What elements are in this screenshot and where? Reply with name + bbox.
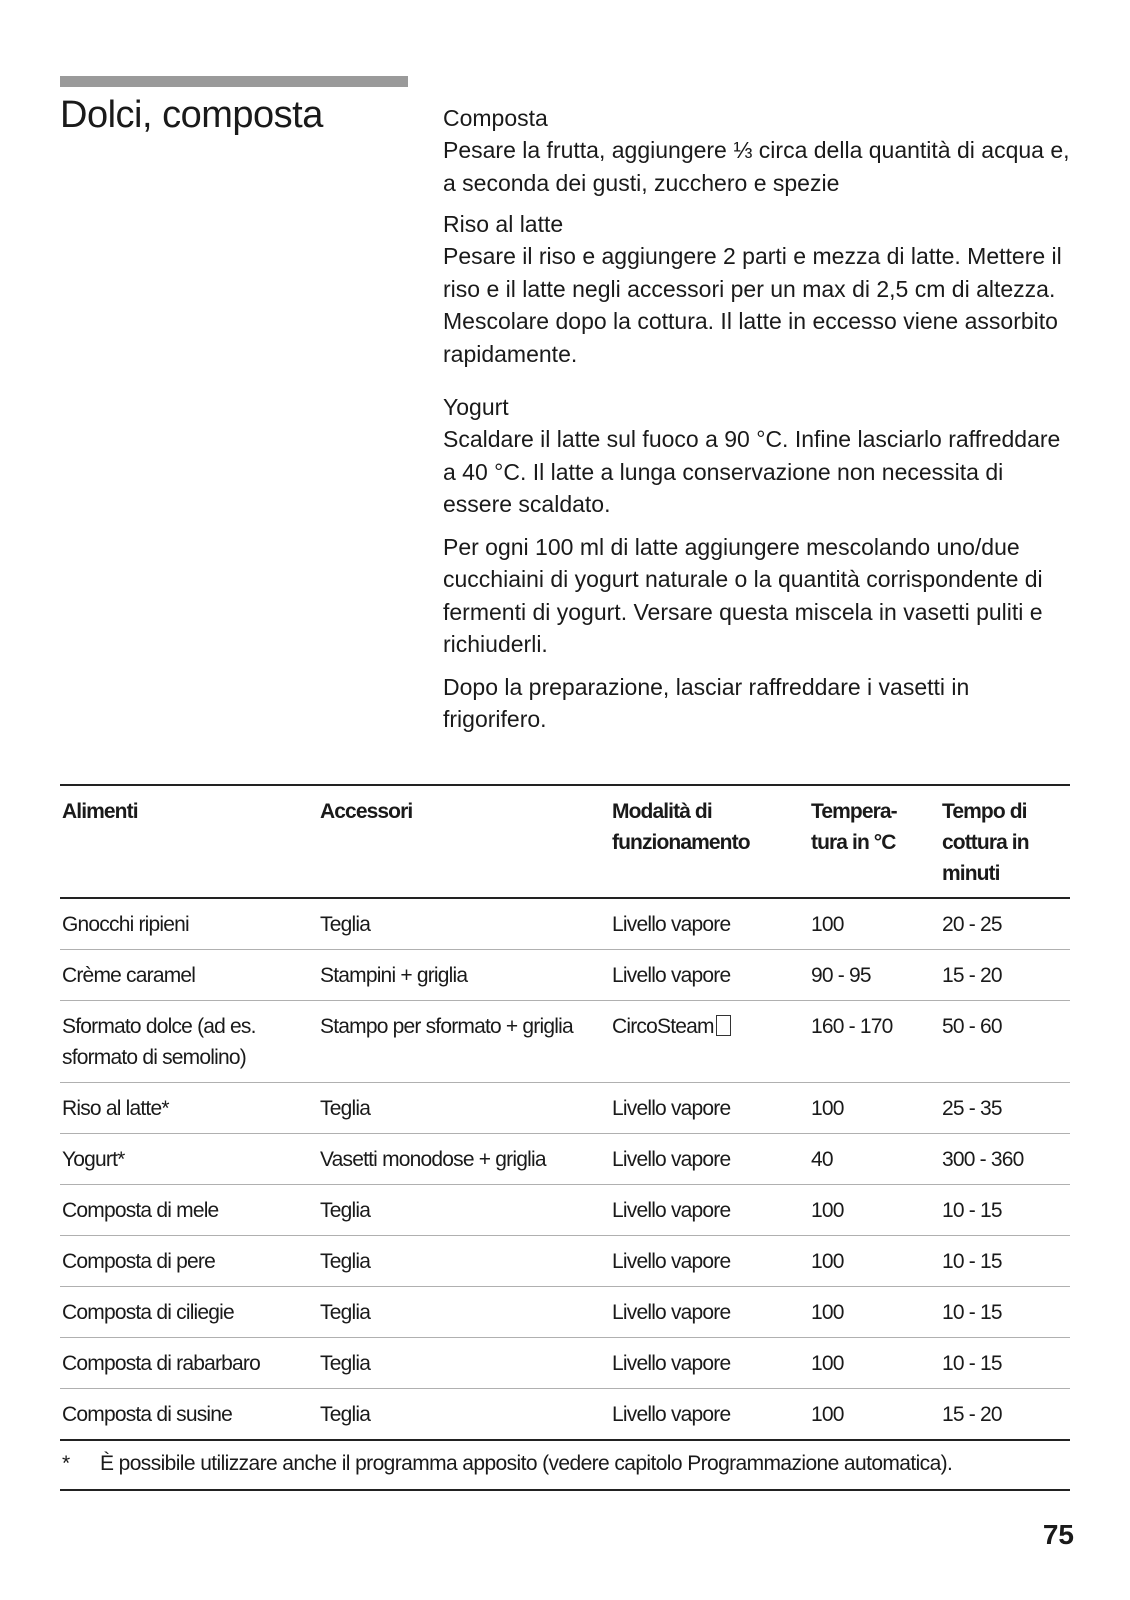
paragraph-yogurt-1: Scaldare il latte sul fuoco a 90 °C. Infine lasciarlo raffreddare a 40 °C. Il latte a lunga conservazione non necessita di essere scaldato. xyxy=(443,426,1061,517)
cell-tempo: 10 - 15 xyxy=(940,1338,1070,1389)
footnote-mark: * xyxy=(62,1452,70,1475)
cell-accessori: Stampini + griglia xyxy=(318,950,610,1001)
cell-temperatura: 100 xyxy=(809,1185,940,1236)
cell-alimenti: Composta di pere xyxy=(60,1236,318,1287)
cell-accessori: Teglia xyxy=(318,898,610,950)
cell-modalita: Livello vapore xyxy=(610,1389,809,1441)
cell-modalita: Livello vapore xyxy=(610,1083,809,1134)
cell-accessori: Teglia xyxy=(318,1083,610,1134)
cell-alimenti: Crème caramel xyxy=(60,950,318,1001)
cell-alimenti: Sformato dolce (ad es. sformato di semolino) xyxy=(60,1001,318,1083)
page-title: Dolci, composta xyxy=(60,94,323,136)
paragraph-composta: Pesare la frutta, aggiungere ⅓ circa della quantità di acqua e, a seconda dei gusti, zucchero e spezie xyxy=(443,137,1070,196)
cell-tempo: 10 - 15 xyxy=(940,1185,1070,1236)
section-heading-composta: Composta xyxy=(443,105,548,131)
cell-tempo: 300 - 360 xyxy=(940,1134,1070,1185)
cell-tempo: 25 - 35 xyxy=(940,1083,1070,1134)
table-row xyxy=(60,950,1070,1001)
cell-tempo: 50 - 60 xyxy=(940,1001,1070,1083)
cell-temperatura: 40 xyxy=(809,1134,940,1185)
table-row xyxy=(60,1185,1070,1236)
cell-modalita: Livello vapore xyxy=(610,950,809,1001)
cell-alimenti: Gnocchi ripieni xyxy=(60,898,318,950)
cell-accessori: Stampo per sformato + griglia xyxy=(318,1001,610,1083)
table-row xyxy=(60,1389,1070,1441)
cell-temperatura: 90 - 95 xyxy=(809,950,940,1001)
cell-alimenti: Composta di mele xyxy=(60,1185,318,1236)
cell-alimenti: Yogurt* xyxy=(60,1134,318,1185)
cell-modalita: Livello vapore xyxy=(610,1185,809,1236)
section-heading-yogurt: Yogurt xyxy=(443,394,509,420)
cell-accessori: Vasetti monodose + griglia xyxy=(318,1134,610,1185)
cell-tempo: 15 - 20 xyxy=(940,1389,1070,1441)
table-footnote xyxy=(60,1441,1070,1491)
paragraph-riso: Pesare il riso e aggiungere 2 parti e mezza di latte. Mettere il riso e il latte negli accessori per un max di 2,5 cm di altezza. Mescolare dopo la cottura. Il latte in eccesso viene assorbito rapidamente. xyxy=(443,243,1062,367)
section-heading-riso: Riso al latte xyxy=(443,211,564,237)
cell-temperatura: 160 - 170 xyxy=(809,1001,940,1083)
cell-accessori: Teglia xyxy=(318,1236,610,1287)
cell-accessori: Teglia xyxy=(318,1185,610,1236)
cell-temperatura: 100 xyxy=(809,1287,940,1338)
footnote-text: È possibile utilizzare anche il programma apposito (vedere capitolo Programmazione automatica). xyxy=(100,1452,953,1475)
table-row xyxy=(60,1083,1070,1134)
instructions-column xyxy=(443,103,1073,736)
cell-modalita: Livello vapore xyxy=(610,1134,809,1185)
header-tempo: Tempo di cottura in minuti xyxy=(940,785,1070,898)
circosteam-symbol-icon xyxy=(716,1015,731,1036)
cell-temperatura: 100 xyxy=(809,1338,940,1389)
table-row xyxy=(60,898,1070,950)
cell-modalita: Livello vapore xyxy=(610,1287,809,1338)
header-modalita: Modalità di funzionamento xyxy=(610,785,809,898)
table-row xyxy=(60,1134,1070,1185)
title-accent-bar xyxy=(60,76,408,87)
cell-temperatura: 100 xyxy=(809,1083,940,1134)
cell-tempo: 10 - 15 xyxy=(940,1236,1070,1287)
cell-alimenti: Composta di ciliegie xyxy=(60,1287,318,1338)
cell-accessori: Teglia xyxy=(318,1389,610,1441)
header-alimenti: Alimenti xyxy=(60,785,318,898)
page-number: 75 xyxy=(1042,1519,1074,1550)
table-header-row xyxy=(60,785,1070,898)
header-temperatura: Tempera- tura in °C xyxy=(809,785,940,898)
cell-alimenti: Riso al latte* xyxy=(60,1083,318,1134)
cell-tempo: 10 - 15 xyxy=(940,1287,1070,1338)
cell-tempo: 20 - 25 xyxy=(940,898,1070,950)
cell-temperatura: 100 xyxy=(809,1236,940,1287)
cell-modalita: Livello vapore xyxy=(610,898,809,950)
cell-tempo: 15 - 20 xyxy=(940,950,1070,1001)
cell-alimenti: Composta di rabarbaro xyxy=(60,1338,318,1389)
cell-modalita-text: CircoSteam xyxy=(612,1015,714,1038)
cell-accessori: Teglia xyxy=(318,1338,610,1389)
header-accessori: Accessori xyxy=(318,785,610,898)
table-row xyxy=(60,1001,1070,1083)
cell-temperatura: 100 xyxy=(809,898,940,950)
cell-alimenti: Composta di susine xyxy=(60,1389,318,1441)
cell-temperatura: 100 xyxy=(809,1389,940,1441)
cell-accessori: Teglia xyxy=(318,1287,610,1338)
cell-modalita: Livello vapore xyxy=(610,1236,809,1287)
table-row xyxy=(60,1287,1070,1338)
paragraph-yogurt-2: Per ogni 100 ml di latte aggiungere mescolando uno/due cucchiaini di yogurt naturale o la quantità corrispondente di fermenti di yogurt. Versare questa miscela in vasetti puliti e richiuderli. xyxy=(443,533,1043,657)
cooking-table xyxy=(60,784,1070,1441)
cell-modalita: Livello vapore xyxy=(610,1338,809,1389)
table-row xyxy=(60,1338,1070,1389)
table-row xyxy=(60,1236,1070,1287)
cell-modalita xyxy=(610,1001,809,1083)
paragraph-yogurt-3: Dopo la preparazione, lasciar raffreddare i vasetti in frigorifero. xyxy=(443,673,970,732)
cooking-table-wrapper xyxy=(60,784,1070,1491)
